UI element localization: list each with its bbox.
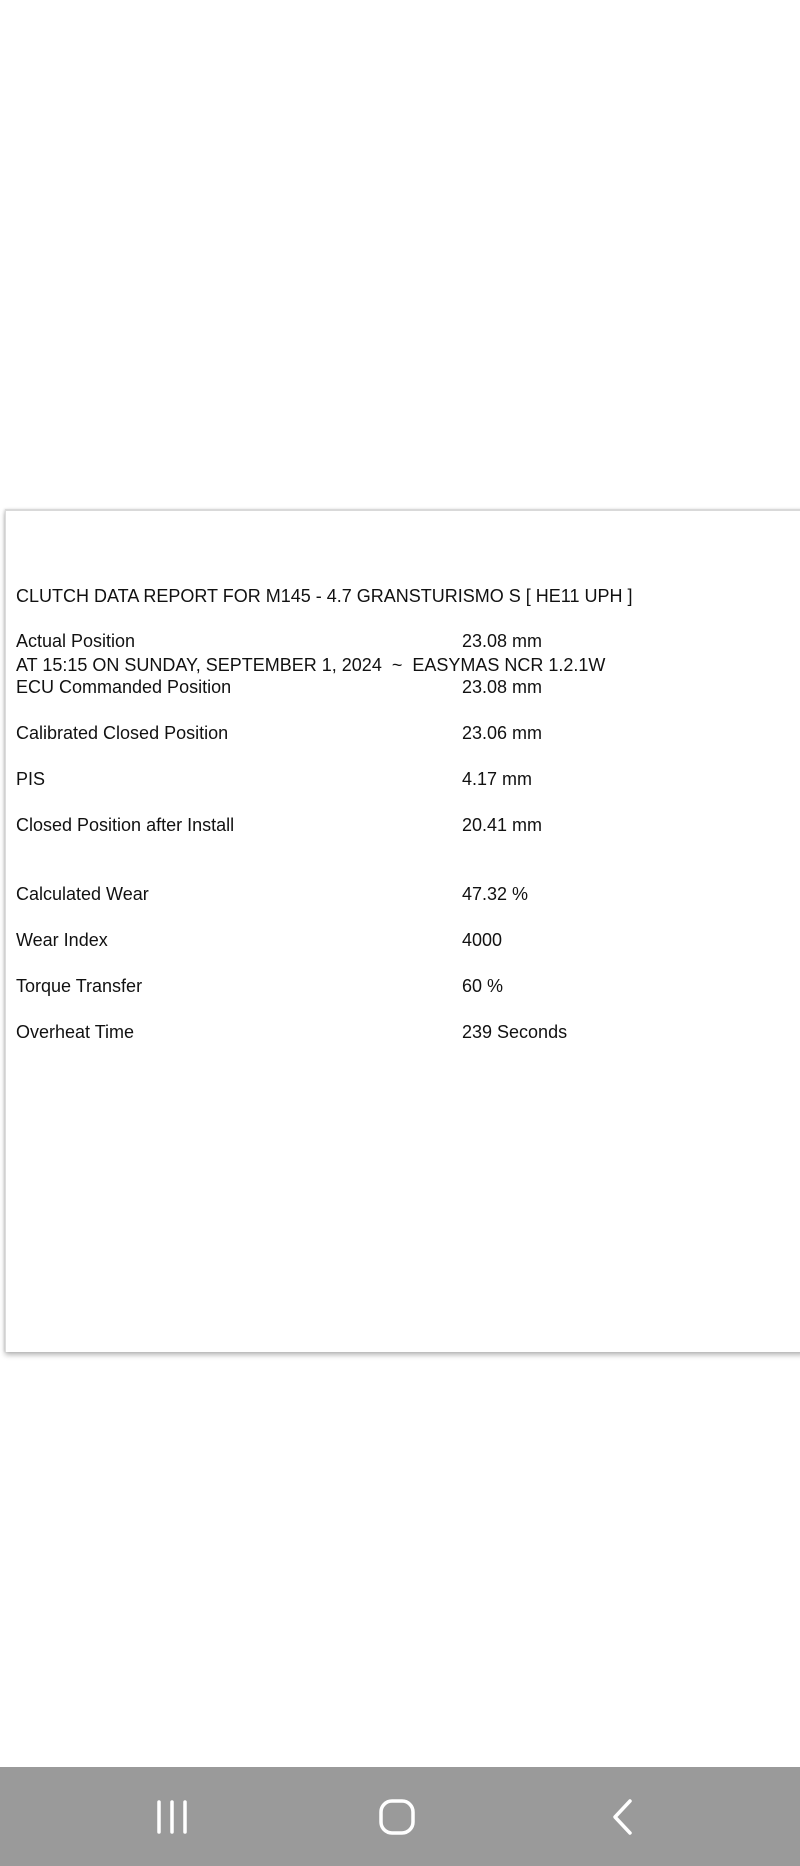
measurement-row-pis [16, 767, 776, 791]
measurement-value: 4.17 mm [462, 769, 533, 789]
report-title: CLUTCH DATA REPORT FOR M145 - 4.7 GRANSTURISMO S [ HE11 UPH ] [16, 586, 633, 606]
measurement-row-ecu-commanded-position [16, 675, 776, 699]
measurement-label: Wear Index [16, 930, 108, 950]
recent-apps-button[interactable] [113, 1767, 233, 1866]
measurement-label: PIS [16, 769, 46, 789]
measurement-label: Calibrated Closed Position [16, 723, 229, 743]
measurement-value: 20.41 mm [462, 815, 543, 835]
recent-apps-icon [113, 1767, 233, 1866]
measurement-row-closed-position-after-install [16, 813, 776, 837]
measurement-value: 4000 [462, 930, 503, 950]
measurement-label: ECU Commanded Position [16, 677, 232, 697]
measurement-value: 47.32 % [462, 884, 529, 904]
measurement-label: Calculated Wear [16, 884, 149, 904]
measurement-value: 23.08 mm [462, 631, 543, 651]
measurement-value: 23.08 mm [462, 677, 543, 697]
measurement-label: Torque Transfer [16, 976, 143, 996]
report-timestamp-line: AT 15:15 ON SUNDAY, SEPTEMBER 1, 2024 ~ EASYMAS NCR 1.2.1W [16, 655, 606, 675]
measurement-label: Actual Position [16, 631, 136, 651]
measurement-row-calculated-wear [16, 882, 776, 906]
back-button[interactable] [560, 1767, 680, 1866]
measurement-row-wear-index [16, 928, 776, 952]
android-navigation-bar [0, 1767, 800, 1866]
measurement-label: Closed Position after Install [16, 815, 235, 835]
clutch-report-page [5, 509, 800, 1352]
measurement-row-overheat-time [16, 1020, 776, 1044]
back-icon [560, 1767, 680, 1866]
measurement-label: Overheat Time [16, 1022, 135, 1042]
measurement-row-actual-position [16, 629, 776, 653]
home-button[interactable] [336, 1767, 456, 1866]
home-icon [336, 1767, 456, 1866]
measurement-row-calibrated-closed-position [16, 721, 776, 745]
measurement-value: 60 % [462, 976, 504, 996]
measurement-value: 239 Seconds [462, 1022, 568, 1042]
measurement-value: 23.06 mm [462, 723, 543, 743]
measurement-row-torque-transfer [16, 974, 776, 998]
